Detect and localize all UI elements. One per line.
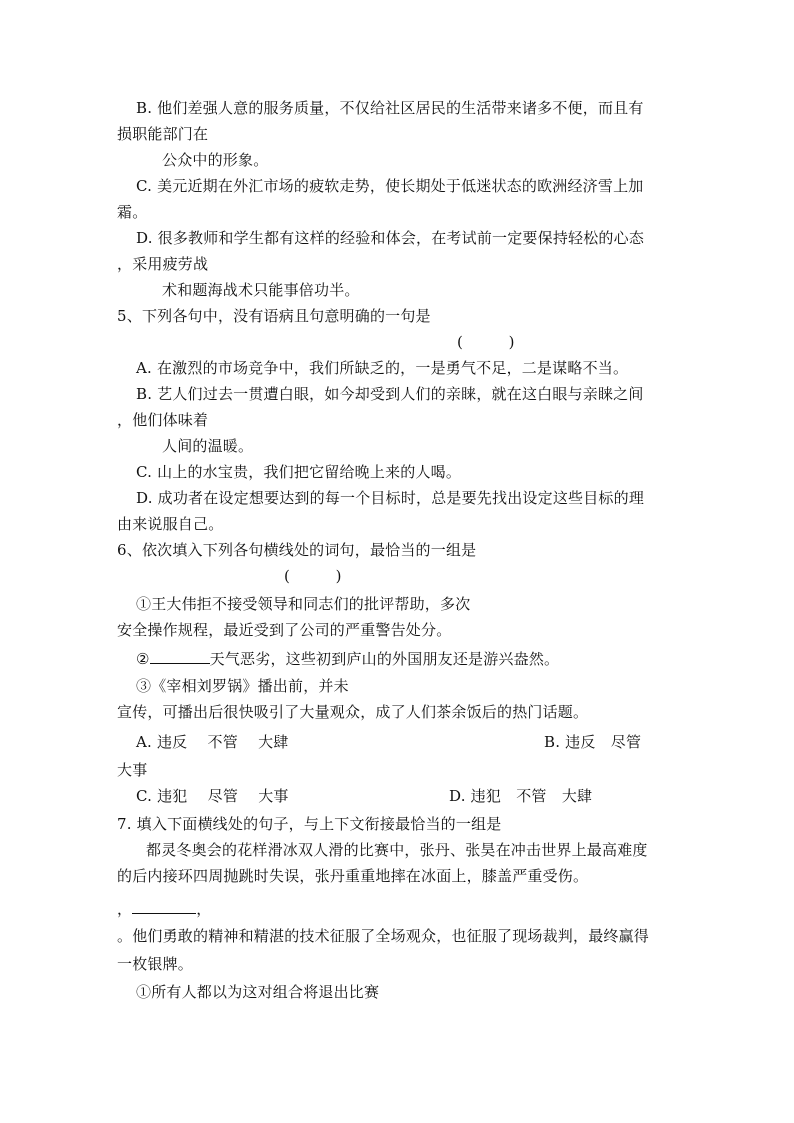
q4-option-c-line1: C. 美元近期在外汇市场的疲软走势，使长期处于低迷状态的欧洲经济雪上加: [136, 177, 644, 195]
q4-option-d-line2: ，采用疲劳战: [117, 255, 209, 273]
q4-option-b-line2: 损职能部门在: [117, 125, 209, 143]
q6-item-1-line2: 安全操作规程，最近受到了公司的严重警告处分。: [117, 621, 452, 639]
q5-option-b-line1: B. 艺人们过去一贯遭白眼，如今却受到人们的亲睐，就在这白眼与亲睐之间: [136, 385, 644, 403]
q7-stem: 7. 填入下面横线处的句子，与上下文衔接最恰当的一组是: [117, 815, 502, 833]
q6-item-3-line1: ③《宰相刘罗锅》播出前，并未: [136, 677, 349, 695]
q4-option-d-line1: D. 很多教师和学生都有这样的经验和体会，在考试前一定要保持轻松的心态: [136, 229, 645, 247]
q6-item-1-line1: ①王大伟拒不接受领导和同志们的批评帮助，多次: [136, 595, 471, 613]
q5-option-a: A. 在激烈的市场竞争中，我们所缺乏的，一是勇气不足，二是谋略不当。: [136, 359, 629, 377]
q6-item-2: [136, 648, 559, 669]
q5-option-c: C. 山上的水宝贵，我们把它留给晚上来的人喝。: [136, 463, 462, 481]
q6-option-b-line2: 大事: [117, 761, 148, 779]
q7-comma-2: ，: [196, 900, 212, 918]
q5-option-b-line3: 人间的温暖。: [162, 437, 254, 455]
q5-option-d-line2: 由来说服自己。: [117, 515, 224, 533]
q7-blank: [132, 898, 196, 914]
q6-option-a: A. 违反 不管 大肆: [136, 733, 289, 751]
q4-option-b-line1: B. 他们差强人意的服务质量，不仅给社区居民的生活带来诸多不便，而且有: [136, 99, 644, 117]
q7-passage-line3: 。他们勇敢的精神和精湛的技术征服了全场观众，也征服了现场裁判，最终赢得: [117, 927, 650, 945]
q4-option-d-line3: 术和题海战术只能事倍功半。: [162, 281, 360, 299]
q7-comma-1: ，: [117, 900, 133, 918]
q7-passage-line1: 都灵冬奥会的花样滑冰双人滑的比赛中，张丹、张昊在冲击世界上最高难度: [146, 841, 648, 859]
q7-passage-line4: 一枚银牌。: [117, 955, 194, 973]
q6-option-b-line1: B. 违反 尽管: [544, 733, 642, 751]
q6-option-d: D. 违犯 不管 大肆: [449, 787, 593, 805]
q6-item-3-line2: 宣传，可播出后很快吸引了大量观众，成了人们茶余饭后的热门话题。: [117, 703, 589, 721]
q7-blank-line: [117, 898, 211, 919]
q7-passage-line2: 的后内接环四周抛跳时失误，张丹重重地摔在冰面上，膝盖严重受伤。: [117, 867, 589, 885]
q6-item-2-text: 天气恶劣，这些初到庐山的外国朋友还是游兴盎然。: [209, 650, 560, 668]
q5-stem: 5、下列各句中，没有语病且句意明确的一句是: [117, 307, 431, 325]
q4-option-c-line2: 霜。: [117, 203, 148, 221]
q4-option-b-line3: 公众中的形象。: [162, 151, 269, 169]
q6-answer-bracket: ( ): [284, 567, 342, 585]
q6-item-2-blank: [150, 648, 210, 664]
q5-option-b-line2: ，他们体味着: [117, 411, 209, 429]
q5-option-d-line1: D. 成功者在设定想要达到的每一个目标时，总是要先找出设定这些目标的理: [136, 489, 645, 507]
q6-item-2-marker: ②: [136, 650, 150, 668]
q7-item-1: ①所有人都以为这对组合将退出比赛: [136, 983, 380, 1001]
q5-answer-bracket: ( ): [457, 333, 515, 351]
q6-option-c: C. 违犯 尽管 大事: [136, 787, 289, 805]
q6-stem: 6、依次填入下列各句横线处的词句，最恰当的一组是: [117, 541, 477, 559]
